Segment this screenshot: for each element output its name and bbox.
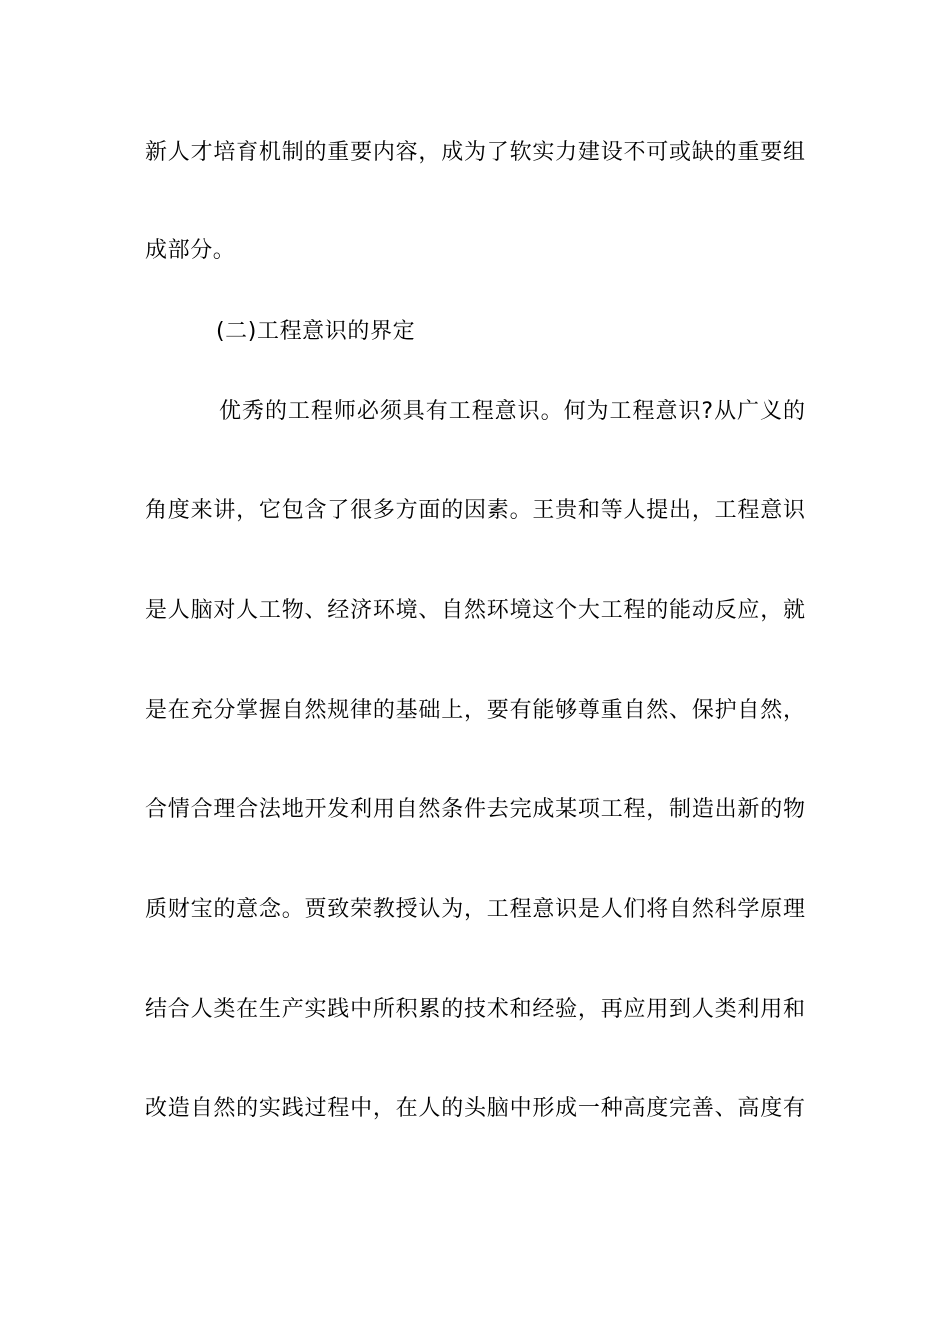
paragraph-line: 结合人类在生产实践中所积累的技术和经验，再应用到人类利用和 <box>145 997 805 1022</box>
paragraph-line: 角度来讲，它包含了很多方面的因素。王贵和等人提出，工程意识 <box>145 498 805 523</box>
paragraph-line: 质财宝的意念。贾致荣教授认为，工程意识是人们将自然科学原理 <box>145 897 805 922</box>
paragraph-line: 优秀的工程师必须具有工程意识。何为工程意识?从广义的 <box>219 399 805 424</box>
paragraph-line: 合情合理合法地开发利用自然条件去完成某项工程，制造出新的物 <box>145 797 805 822</box>
paragraph-line: 是人脑对人工物、经济环境、自然环境这个大工程的能动反应，就 <box>145 598 805 623</box>
paragraph-line: 是在充分掌握自然规律的基础上，要有能够尊重自然、保护自然， <box>145 698 805 723</box>
paragraph-line: 改造自然的实践过程中，在人的头脑中形成一种高度完善、高度有 <box>145 1096 805 1121</box>
paragraph-line: 新人才培育机制的重要内容，成为了软实力建设不可或缺的重要组 <box>145 140 805 165</box>
section-heading: (二)工程意识的界定 <box>216 319 416 344</box>
paragraph-line: 成部分。 <box>145 238 236 263</box>
